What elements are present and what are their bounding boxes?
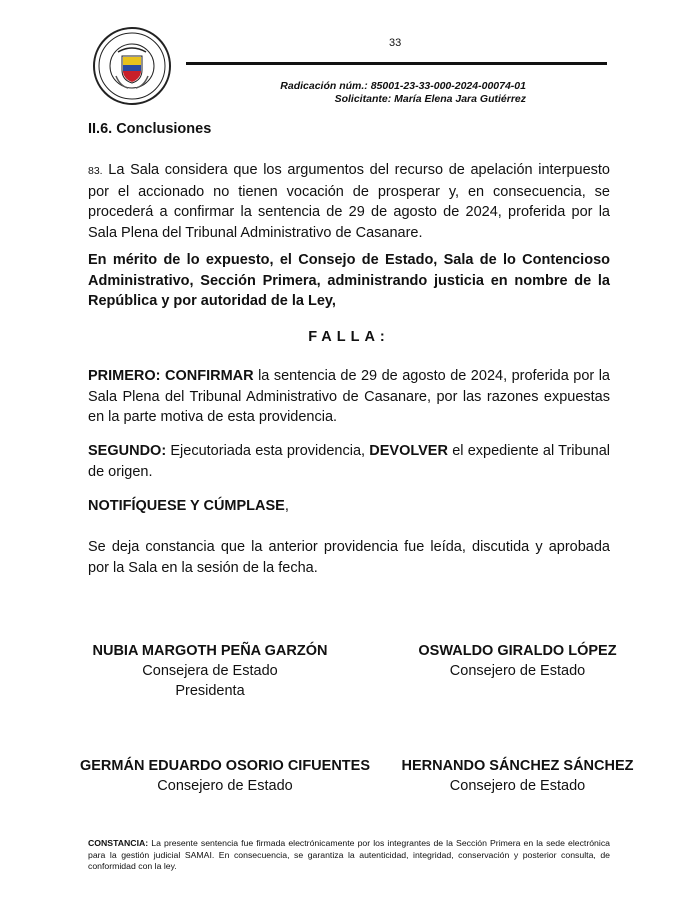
notifiquese-line xyxy=(88,498,289,514)
signer-name: HERNANDO SÁNCHEZ SÁNCHEZ xyxy=(401,758,634,774)
segundo-text-b: el expediente al Tribunal de origen. xyxy=(88,443,610,480)
merito-statement: En mérito de lo expuesto, el Consejo de Estado, Sala de lo Contencioso Administrativo, Sección Primera, administrando justicia en nombre de la República y por autoridad de la Ley, xyxy=(88,252,610,309)
radicacion-number: Radicación núm.: 85001-23-33-000-2024-00074-01 xyxy=(280,80,526,92)
notifiquese-comma: , xyxy=(284,498,289,514)
primero-label: PRIMERO: xyxy=(88,368,165,384)
signer-name: NUBIA MARGOTH PEÑA GARZÓN xyxy=(92,643,328,659)
electronic-signature-notice xyxy=(88,838,610,873)
footer-text: La presente sentencia fue firmada electrónicamente por los integrantes de la Sección Primera en la sede electrónica para la gestión judicial SAMAI. En consecuencia, se garantiza la autenticidad, integridad, conservación y posterior consulta, de conformidad con la ley. xyxy=(88,838,610,871)
resolution-segundo xyxy=(88,441,610,482)
resolution-primero xyxy=(88,366,610,428)
signer-name: OSWALDO GIRALDO LÓPEZ xyxy=(418,643,617,659)
notifiquese-bold: NOTIFÍQUESE Y CÚMPLASE xyxy=(88,498,285,514)
signature-block xyxy=(60,641,360,701)
signer-extra-role: Presidenta xyxy=(175,683,245,699)
paragraph-number: 83. xyxy=(88,165,103,177)
segundo-label: SEGUNDO: xyxy=(88,443,167,459)
falla-heading: FALLA: xyxy=(308,329,390,345)
page-number: 33 xyxy=(389,37,402,49)
signer-role: Consejero de Estado xyxy=(449,663,586,679)
primero-text: la sentencia de 29 de agosto de 2024, proferida por la Sala Plena del Tribunal Administrativo de Casanare, por las razones expuestas en la parte motiva de esta providencia. xyxy=(88,368,610,425)
signature-block xyxy=(385,641,650,681)
solicitante: Solicitante: María Elena Jara Gutiérrez xyxy=(334,93,526,105)
paragraph-83 xyxy=(88,160,610,243)
signer-role: Consejera de Estado xyxy=(142,663,278,679)
segundo-text-a: Ejecutoriada esta providencia, xyxy=(166,443,370,459)
constancia-paragraph: Se deja constancia que la anterior providencia fue leída, discutida y aprobada por la Sala en la sesión de la fecha. xyxy=(88,539,610,576)
section-title: II.6. Conclusiones xyxy=(88,121,212,137)
paragraph-83-text: La Sala considera que los argumentos del recurso de apelación interpuesto por el accionado no tienen vocación de prosperar y, en consecuencia, se procederá a confirmar la sentencia de 29 de agosto de 2024, proferida por la Sala Plena del Tribunal Administrativo de Casanare. xyxy=(88,162,610,241)
footer-label: CONSTANCIA: xyxy=(88,838,149,848)
segundo-verb: DEVOLVER xyxy=(369,443,448,459)
signer-role: Consejero de Estado xyxy=(449,778,586,794)
consejo-de-estado-seal xyxy=(92,26,172,106)
header-rule xyxy=(186,62,607,65)
signer-name: GERMÁN EDUARDO OSORIO CIFUENTES xyxy=(79,758,370,774)
signature-block xyxy=(385,756,650,796)
signer-role: Consejero de Estado xyxy=(157,778,293,794)
primero-verb: CONFIRMAR xyxy=(164,368,254,384)
case-metadata xyxy=(186,80,526,106)
signature-block xyxy=(60,756,390,796)
